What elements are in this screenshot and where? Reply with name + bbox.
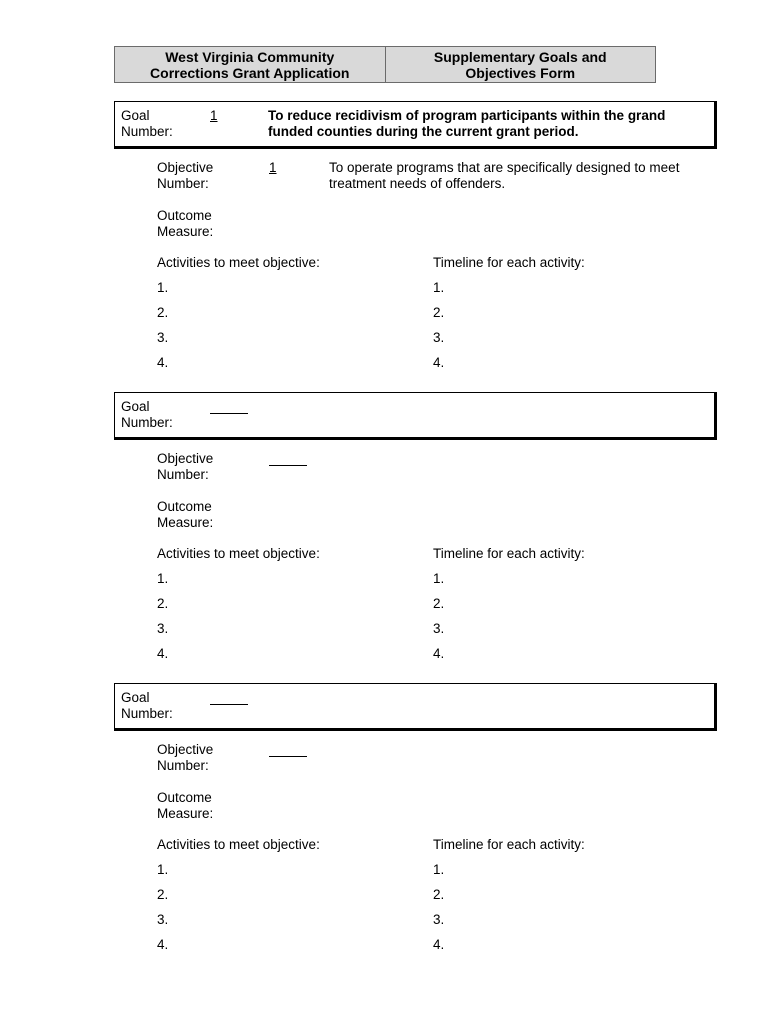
timeline-item[interactable]: 4. bbox=[433, 355, 445, 370]
timeline-item[interactable]: 2. bbox=[433, 596, 445, 611]
activity-item[interactable]: 2. bbox=[157, 596, 169, 611]
objective-number-blank[interactable] bbox=[269, 742, 307, 757]
activities-heading: Activities to meet objective: bbox=[157, 837, 320, 852]
activity-item[interactable]: 4. bbox=[157, 646, 169, 661]
timeline-item[interactable]: 1. bbox=[433, 280, 445, 295]
activity-item[interactable]: 1. bbox=[157, 571, 169, 586]
goal-number-blank[interactable] bbox=[210, 399, 248, 414]
objective-number-label: Objective Number: bbox=[157, 160, 214, 191]
timeline-item[interactable]: 2. bbox=[433, 305, 445, 320]
activity-item[interactable]: 1. bbox=[157, 862, 169, 877]
timeline-item[interactable]: 3. bbox=[433, 912, 445, 927]
goal-number-value[interactable]: 1 bbox=[210, 108, 218, 123]
timeline-item[interactable]: 3. bbox=[433, 621, 445, 636]
activity-item[interactable]: 3. bbox=[157, 330, 169, 345]
objective-text[interactable]: To operate programs that are specifically designed to meet treatment needs of offenders. bbox=[329, 160, 680, 191]
timeline-item[interactable]: 3. bbox=[433, 330, 445, 345]
goal-box-1 bbox=[114, 101, 717, 149]
goal-box-3 bbox=[114, 683, 717, 731]
timeline-heading: Timeline for each activity: bbox=[433, 255, 585, 270]
timeline-heading: Timeline for each activity: bbox=[433, 837, 585, 852]
timeline-item[interactable]: 1. bbox=[433, 571, 445, 586]
objective-number-blank[interactable] bbox=[269, 451, 307, 466]
activity-item[interactable]: 4. bbox=[157, 937, 169, 952]
timeline-item[interactable]: 4. bbox=[433, 646, 445, 661]
outcome-measure-label: Outcome Measure: bbox=[157, 790, 214, 821]
objective-number-value[interactable]: 1 bbox=[269, 160, 277, 175]
goal-number-label: Goal Number: bbox=[121, 399, 173, 430]
goal-text[interactable]: To reduce recidivism of program participants within the grand funded counties during the current grant period. bbox=[268, 108, 666, 139]
goal-number-blank[interactable] bbox=[210, 690, 248, 705]
header-application-title: West Virginia Community Corrections Grant Application bbox=[114, 46, 386, 83]
activities-heading: Activities to meet objective: bbox=[157, 546, 320, 561]
activities-heading: Activities to meet objective: bbox=[157, 255, 320, 270]
objective-number-label: Objective Number: bbox=[157, 742, 214, 773]
activity-item[interactable]: 2. bbox=[157, 887, 169, 902]
outcome-measure-label: Outcome Measure: bbox=[157, 208, 214, 239]
outcome-measure-label: Outcome Measure: bbox=[157, 499, 214, 530]
goal-number-label: Goal Number: bbox=[121, 690, 173, 721]
header-form-title: Supplementary Goals and Objectives Form bbox=[386, 46, 657, 83]
form-header bbox=[114, 46, 656, 83]
goal-number-label: Goal Number: bbox=[121, 108, 173, 139]
objective-number-label: Objective Number: bbox=[157, 451, 214, 482]
timeline-item[interactable]: 2. bbox=[433, 887, 445, 902]
activity-item[interactable]: 1. bbox=[157, 280, 169, 295]
activity-item[interactable]: 2. bbox=[157, 305, 169, 320]
activity-item[interactable]: 4. bbox=[157, 355, 169, 370]
timeline-item[interactable]: 4. bbox=[433, 937, 445, 952]
activity-item[interactable]: 3. bbox=[157, 912, 169, 927]
activity-item[interactable]: 3. bbox=[157, 621, 169, 636]
timeline-heading: Timeline for each activity: bbox=[433, 546, 585, 561]
goal-box-2 bbox=[114, 392, 717, 440]
timeline-item[interactable]: 1. bbox=[433, 862, 445, 877]
